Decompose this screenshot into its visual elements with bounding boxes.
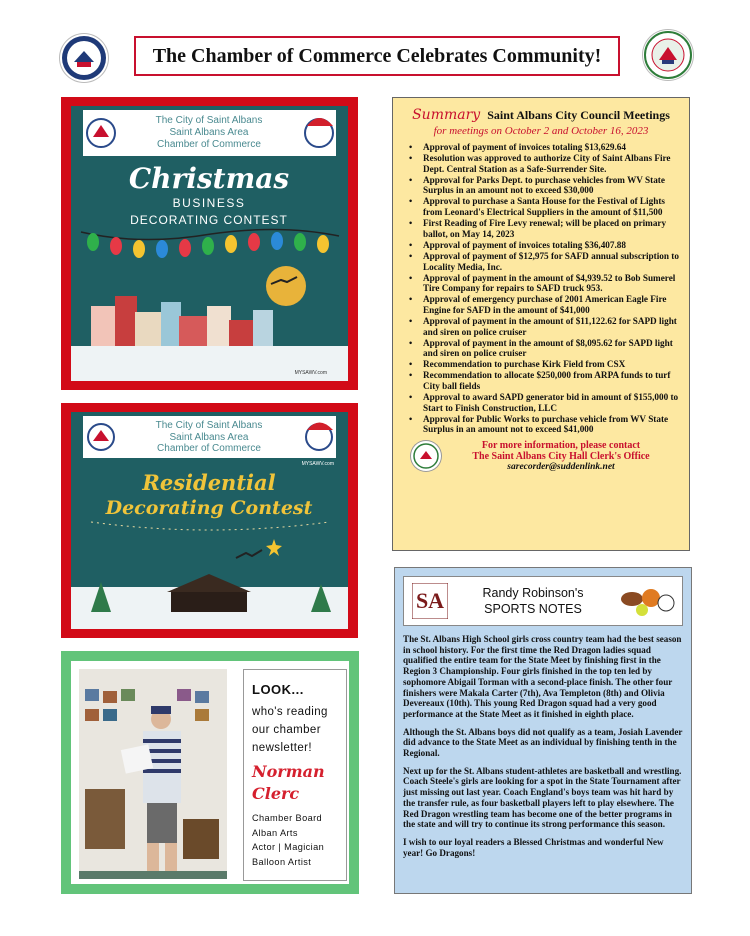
poster-chamber-line1: Saint Albans Area [169, 432, 249, 443]
chamber-of-commerce-seal-icon [643, 30, 693, 80]
residential-contest-artwork [71, 412, 348, 629]
sports-paragraph: Although the St. Albans boys did not qualify as a team, Josiah Lavender did advance to the State Meet as an individual by finishing tenth in the Regional. [403, 726, 683, 759]
poster-city-text: The City of Saint Albans [155, 420, 263, 431]
reader-role2: Alban Arts [252, 827, 298, 838]
summary-contact [401, 440, 681, 472]
residential-contest-poster [61, 403, 358, 638]
sports-byline: Randy Robinson's [482, 586, 584, 600]
moon-icon [266, 266, 306, 306]
poster-headline1: Residential [142, 470, 276, 495]
contact-line2: The Saint Albans City Hall Clerk's Office [472, 451, 650, 463]
look-text-panel [243, 669, 347, 881]
reader-first-name: Norman [252, 762, 325, 781]
reader-last-name: Clerc [252, 784, 300, 803]
summary-item: • Approval of payment of $12,975 for SAFD annual subscription to Locality Media, Inc. [401, 251, 681, 272]
summary-item: • Approval to purchase a Santa House for the Festival of Lights from Leonard's Electrical Suppliers in the amount of $11,500 [401, 196, 681, 217]
summary-title: Saint Albans City Council Meetings [487, 108, 670, 122]
summary-item: • Approval of payment of invoices totaling $13,629.64 [401, 142, 681, 153]
summary-item: • Recommendation to purchase Kirk Field from CSX [401, 359, 681, 370]
poster-site: MYSAWV.com [294, 370, 327, 376]
christmas-contest-artwork [71, 106, 348, 381]
poster-site: MYSAWV.com [301, 461, 334, 467]
poster-city-text: The City of Saint Albans [155, 115, 263, 126]
summary-item: • Resolution was approved to authorize City of Saint Albans Fire Dept. Central Station as a Safe-Surrender Site. [401, 153, 681, 174]
summary-heading [401, 107, 681, 123]
poster-sub1: BUSINESS [172, 196, 246, 210]
sports-header [403, 576, 683, 626]
summary-item: • Approval for Parks Dept. to purchase vehicles from WV State Surplus in an amount not to exceed $30,000 [401, 175, 681, 196]
sa-logo-icon [412, 583, 448, 619]
svg-text:SA: SA [415, 588, 445, 613]
summary-item: • Approval of payment in the amount of $8,095.62 for SAPD light and siren on police cruiser [401, 338, 681, 359]
sports-balls-icon [618, 583, 676, 619]
summary-item: • Approval of payment of invoices totaling $36,407.88 [401, 240, 681, 251]
contact-email[interactable]: sarecorder@suddenlink.net [507, 462, 615, 473]
look-whos-reading-box [61, 651, 359, 894]
summary-list [401, 142, 681, 435]
summary-item: • Approval of payment in the amount of $11,122.62 for SAPD light and siren on police cruiser [401, 316, 681, 337]
summary-item: • Approval for Public Works to purchase vehicle from WV State Surplus in an amount not to exceed $41,000 [401, 414, 681, 435]
reader-photo [79, 669, 227, 879]
contact-line1: For more information, please contact [481, 440, 641, 452]
st-albans-city-seal-icon [60, 34, 108, 82]
summary-label: Summary [412, 107, 481, 123]
sports-paragraph: I wish to our loyal readers a Blessed Christmas and wonderful New year! Go Dragons! [403, 836, 664, 858]
council-summary-box [392, 97, 690, 551]
look-line1: who's reading [252, 706, 328, 718]
summary-dates: for meetings on October 2 and October 16, 2023 [433, 125, 649, 137]
poster-chamber-line1: Saint Albans Area [169, 127, 249, 138]
poster-headline: Christmas [128, 162, 290, 195]
look-line3: newsletter! [252, 742, 313, 754]
city-hall-seal-icon [411, 441, 441, 471]
page-title: The Chamber of Commerce Celebrates Community! [152, 44, 602, 67]
christmas-contest-poster [61, 97, 358, 390]
look-line2: our chamber [252, 724, 321, 736]
sports-paragraph: Next up for the St. Albans student-athletes are basketball and wrestling. Coach Steele's girls are looking for a spot in the State Tournament after just missing out last year. Coach England's boys team was hit hard by the transfer rule, as four basketball players left to play elsewhere. The Red Dragon wrestling team has become one of the better programs in the state and will try to continue its strong performance this season. [403, 765, 682, 830]
reader-role1: Chamber Board [252, 813, 323, 823]
poster-sub2: DECORATING CONTEST [130, 213, 288, 227]
poster-chamber-line2: Chamber of Commerce [157, 443, 261, 454]
sports-paragraph: The St. Albans High School girls cross country team had the best season in school history. For the first time the Red Dragon ladies squad qualified the entire team for the State Meet by finishing first in the Region 3 Championship. Four girls finished in the top ten led by sophomore Abigail Torman with a second-place finish. The other four finishers were Makala Carter (7th), Ava Templeton (8th) and Olivia Devereaux (10th). This young Red Dragon squad had a very good performance at the State Meet as it finished in eighth place. [403, 634, 682, 719]
summary-item: • Approval to award SAPD generator bid in amount of $155,000 to Start to Finish Construction, LLC [401, 392, 681, 413]
summary-item: • Approval of payment in the amount of $4,939.52 to Bob Sumerel Tire Company for repairs to SAFD truck 953. [401, 273, 681, 294]
reader-role3: Actor | Magician [252, 842, 325, 852]
newsletter-title-box [134, 36, 620, 76]
summary-item: • Recommendation to allocate $250,000 from ARPA funds to turf City ball fields [401, 370, 681, 391]
poster-headline2: Decorating Contest [105, 497, 313, 519]
look-heading: LOOK... [252, 682, 304, 697]
summary-item: • First Reading of Fire Levy renewal; will be placed on primary ballot, on May 14, 2023 [401, 218, 681, 239]
sports-notes-box [394, 567, 692, 894]
poster-chamber-line2: Chamber of Commerce [157, 139, 261, 150]
summary-item: • Approval of emergency purchase of 2001 American Eagle Fire Engine for SAFD in the amount of $41,000 [401, 294, 681, 315]
reader-role4: Balloon Artist [252, 856, 312, 867]
sports-title: SPORTS NOTES [484, 602, 582, 616]
